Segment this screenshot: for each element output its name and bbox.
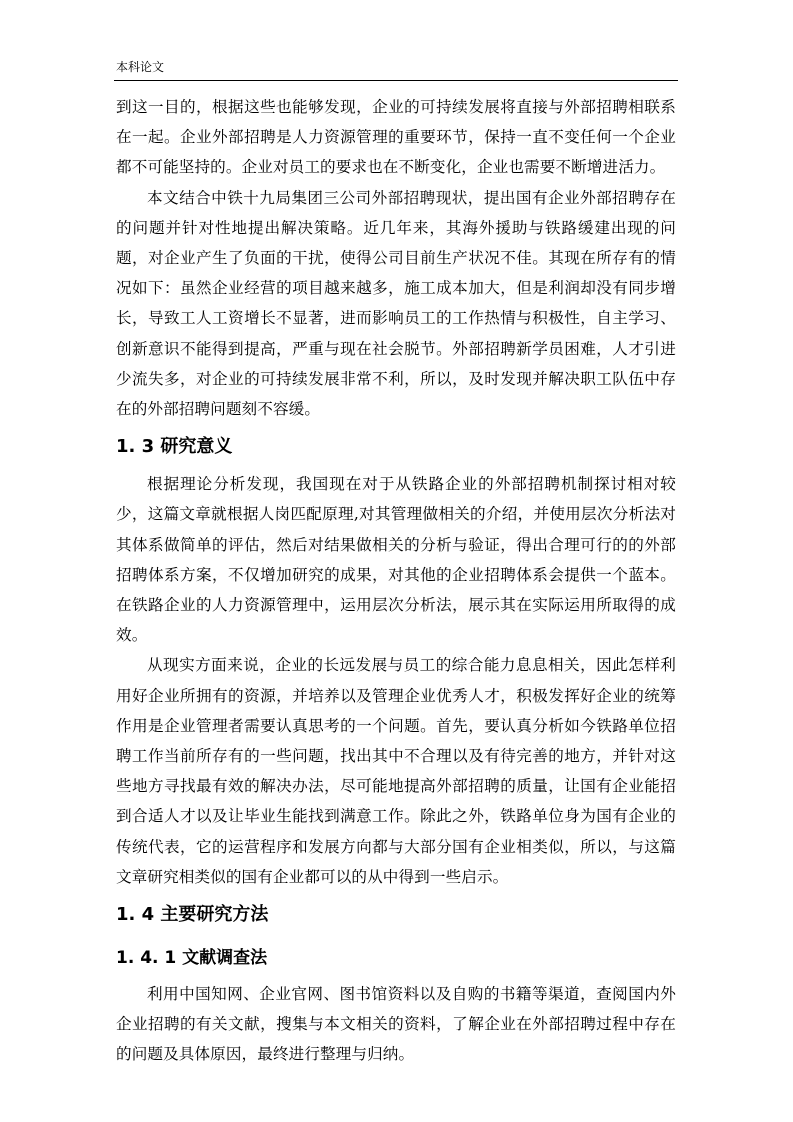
paragraph-continued: 到这一目的，根据这些也能够发现，企业的可持续发展将直接与外部招聘相联系在一起。企业外部招聘是人力资源管理的重要环节，保持一直不变任何一个企业都不可能坚持的。企业对员工的要求也在不断变化，企业也需要不断增进活力。: [116, 98, 676, 177]
paragraph-practice: 从现实方面来说，企业的长远发展与员工的综合能力息息相关，因此怎样利用好企业所拥有的资源，并培养以及管理企业优秀人才，积极发挥好企业的统筹作用是企业管理者需要认真思考的一个问题。首先，要认真分析如今铁路单位招聘工作当前所存有的一些问题，找出其中不合理以及有待完善的地方，并针对这些地方寻找最有效的解决办法，尽可能地提高外部招聘的质量，让国有企业能招到合适人才以及让毕业生能找到满意工作。除此之外，铁路单位身为国有企业的传统代表，它的运营程序和发展方向都与大部分国有企业相类似，所以，与这篇文章研究相类似的国有企业都可以的从中得到一些启示。: [116, 656, 676, 886]
header-divider: [114, 80, 678, 81]
paragraph-literature: 利用中国知网、企业官网、图书馆资料以及自购的书籍等渠道，查阅国内外企业招聘的有关文献，搜集与本文相关的资料，了解企业在外部招聘过程中存在的问题及具体原因，最终进行整理与归纳。: [116, 985, 676, 1064]
paragraph-theory: 根据理论分析发现，我国现在对于从铁路企业的外部招聘机制探讨相对较少，这篇文章就根据人岗匹配原理,对其管理做相关的介绍，并使用层次分析法对其体系做简单的评估，然后对结果做相关的分析与验证，得出合理可行的的外部招聘体系方案，不仅增加研究的成果，对其他的企业招聘体系会提供一个蓝本。在铁路企业的人力资源管理中，运用层次分析法，展示其在实际运用所取得的成效。: [116, 475, 676, 645]
subsection-heading-1-4-1: 1. 4. 1 文献调查法: [116, 948, 268, 969]
paragraph-intro: 本文结合中铁十九局集团三公司外部招聘现状，提出国有企业外部招聘存在的问题并针对性地提出解决策略。近几年来，其海外援助与铁路缓建出现的问题，对企业产生了负面的干扰，使得公司目前生产状况不佳。其现在所存有的情况如下：虽然企业经营的项目越来越多，施工成本加大，但是利润却没有同步增长，导致工人工资增长不显著，进而影响员工的工作热情与积极性，自主学习、创新意识不能得到提高，严重与现在社会脱节。外部招聘新学员困难，人才引进少流失多，对企业的可持续发展非常不利，所以，及时发现并解决职工队伍中存在的外部招聘问题刻不容缓。: [116, 188, 676, 419]
section-heading-1-4: 1. 4 主要研究方法: [116, 904, 269, 926]
running-header: 本科论文: [116, 60, 165, 74]
document-body: [116, 92, 676, 1070]
section-heading-1-3: 1. 3 研究意义: [116, 436, 233, 458]
